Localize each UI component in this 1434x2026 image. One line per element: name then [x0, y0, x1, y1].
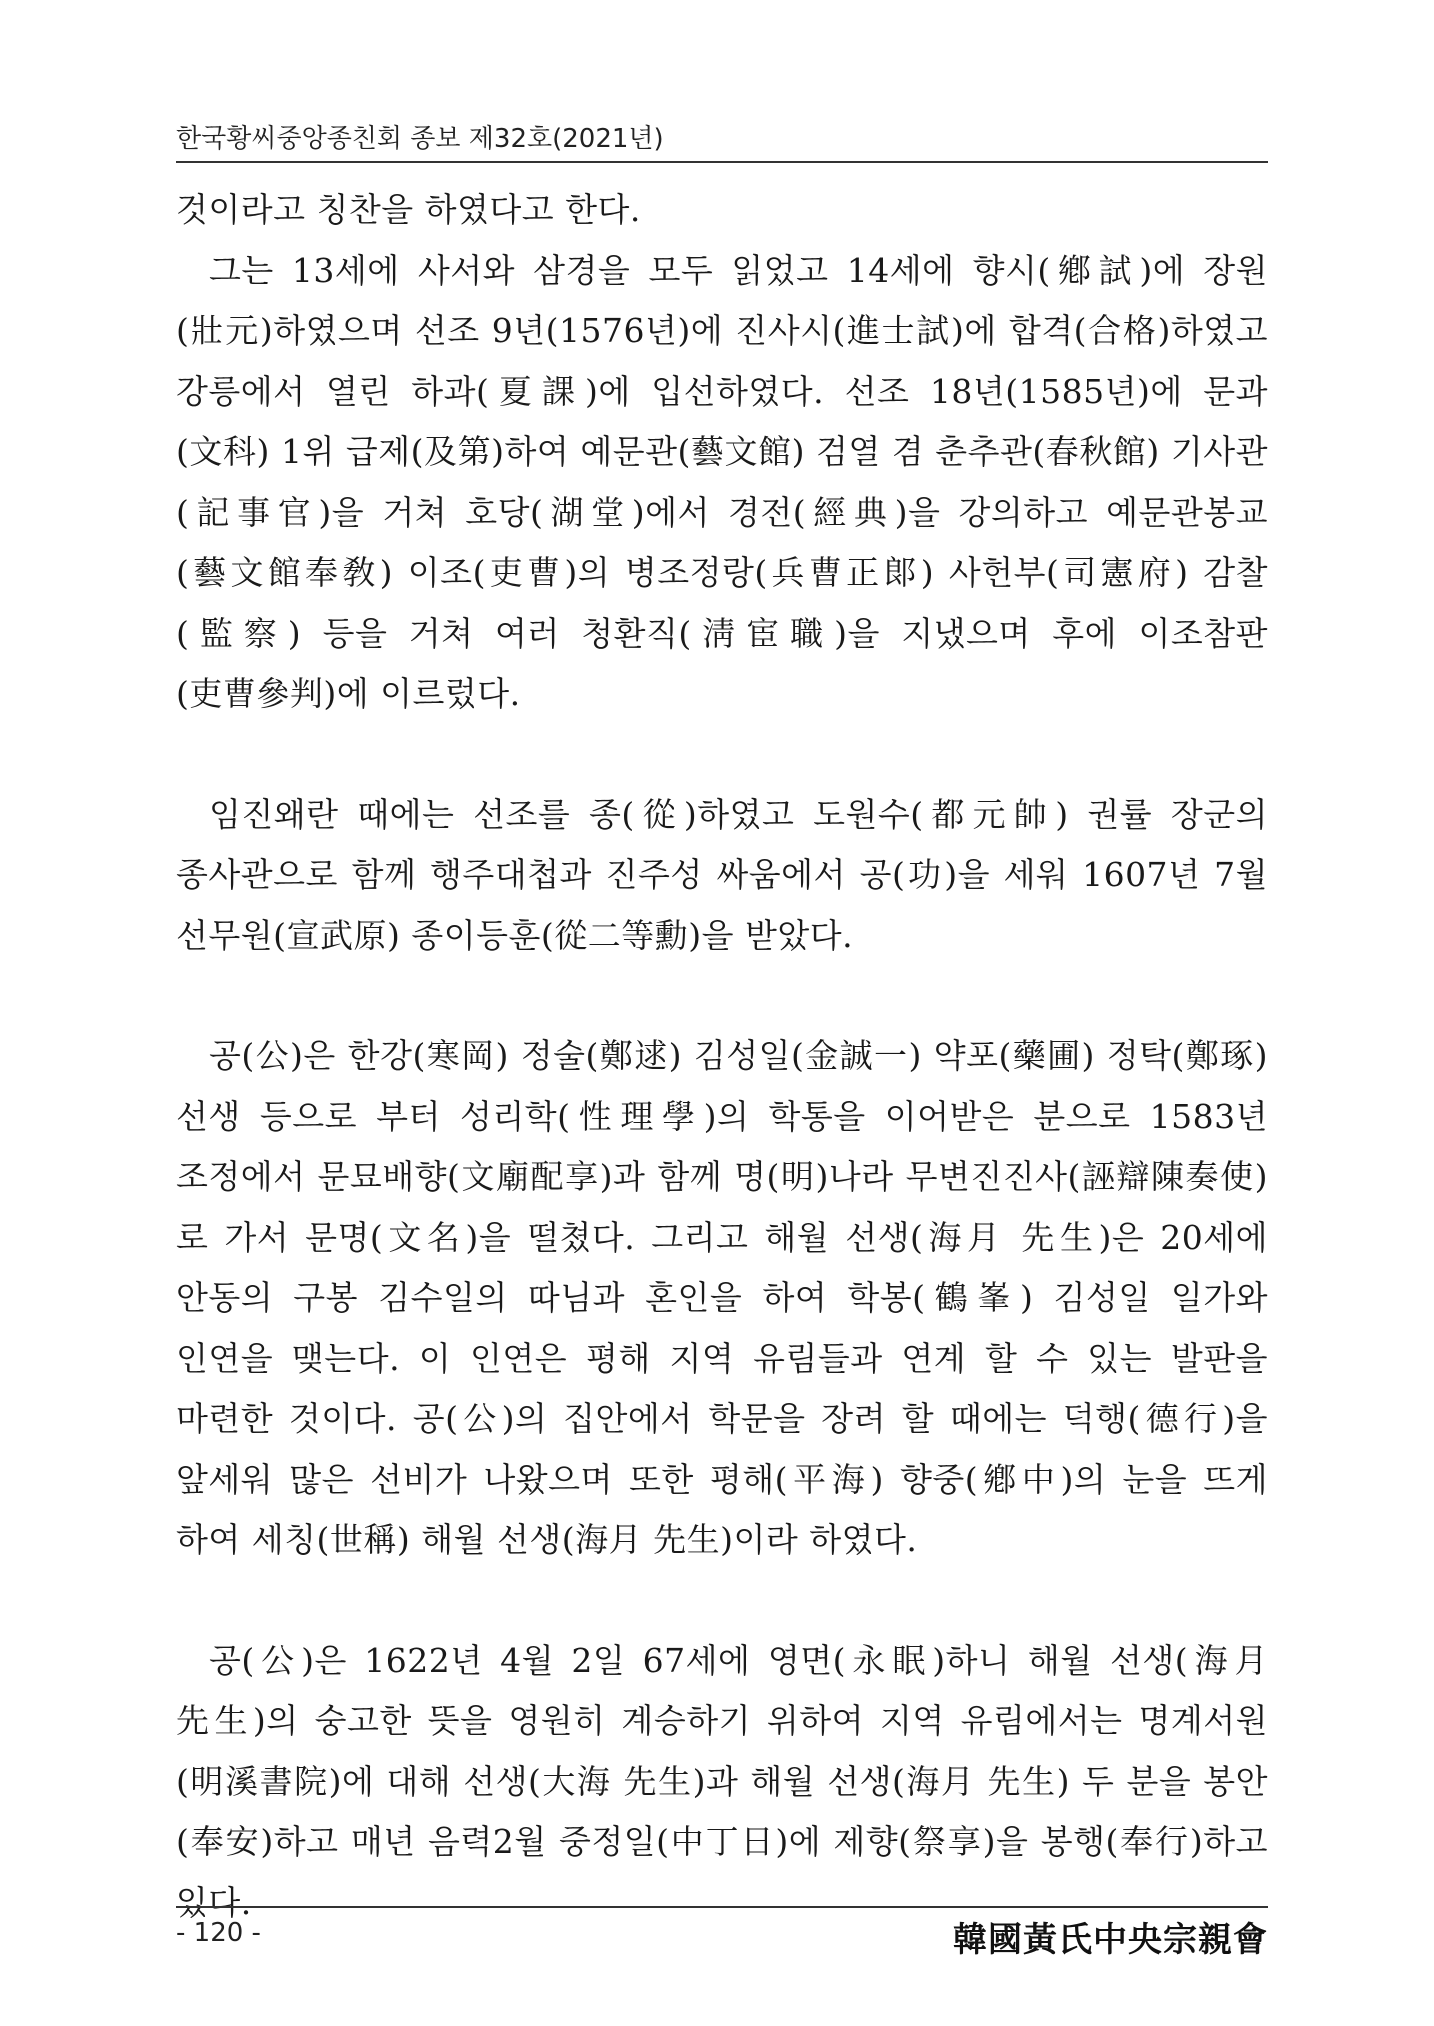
paragraph-continuation: 것이라고 칭찬을 하였다고 한다. — [176, 190, 641, 229]
header-divider — [176, 161, 1268, 163]
footer-divider — [176, 1906, 1268, 1908]
paragraph-education-career: 그는 13세에 사서와 삼경을 모두 읽었고 14세에 향시(鄕試)에 장원(壯元)하였으며 선조 9년(1576년)에 진사시(進士試)에 합격(合格)하였고 강릉에서 열린 하과(夏課)에 입선하였다. 선조 18년(1585년)에 문과(文科) 1위 급제(及第)하여 예문관(藝文館) 검열 겸 춘추관(春秋館) 기사관(記事官)을 거쳐 호당(湖堂)에서 경전(經典)을 강의하고 예문관봉교(藝文館奉敎) 이조(吏曹)의 병조정랑(兵曹正郞) 사헌부(司憲府) 감찰(監察) 등을 거쳐 여러 청환직(淸宦職)을 지냈으며 후에 이조참판(吏曹參判)에 이르렀다. — [176, 250, 1268, 713]
document-body — [176, 180, 1268, 1933]
paragraph-scholarship: 공(公)은 한강(寒岡) 정술(鄭逑) 김성일(金誠一) 약포(藥圃) 정탁(鄭琢) 선생 등으로 부터 성리학(性理學)의 학통을 이어받은 분으로 1583년 조정에서 문묘배향(文廟配享)과 함께 명(明)나라 무변진진사(誣辯陳奏使)로 가서 문명(文名)을 떨쳤다. 그리고 해월 선생(海月 先生)은 20세에 안동의 구봉 김수일의 따님과 혼인을 하여 학봉(鶴峯) 김성일 일가와 인연을 맺는다. 이 인연은 평해 지역 유림들과 연계 할 수 있는 발판을 마련한 것이다. 공(公)의 집안에서 학문을 장려 할 때에는 덕행(德行)을 앞세워 많은 선비가 나왔으며 또한 평해(平海) 향중(鄕中)의 눈을 뜨게 하여 세칭(世稱) 해월 선생(海月 先生)이라 하였다. — [176, 1036, 1268, 1559]
paragraph-legacy: 공(公)은 1622년 4월 2일 67세에 영면(永眠)하니 해월 선생(海月 先生)의 숭고한 뜻을 영원히 계승하기 위하여 지역 유림에서는 명계서원(明溪書院)에 대해 선생(大海 先生)과 해월 선생(海月 先生) 두 분을 봉안(奉安)하고 매년 음력2월 중정일(中丁日)에 제향(祭享)을 봉행(奉行)하고 있다. — [176, 1640, 1268, 1922]
page-header-title: 한국황씨중앙종친회 종보 제32호(2021년) — [176, 124, 664, 154]
paragraph-imjin-war: 임진왜란 때에는 선조를 종(從)하였고 도원수(都元帥) 권률 장군의 종사관으로 함께 행주대첩과 진주성 싸움에서 공(功)을 세워 1607년 7월 선무원(宣武原) 종이등훈(從二等勳)을 받았다. — [176, 794, 1268, 955]
organization-logo: 韓國黃氏中央宗親會 — [953, 1920, 1268, 1960]
page-number: - 120 - — [176, 1918, 261, 1948]
